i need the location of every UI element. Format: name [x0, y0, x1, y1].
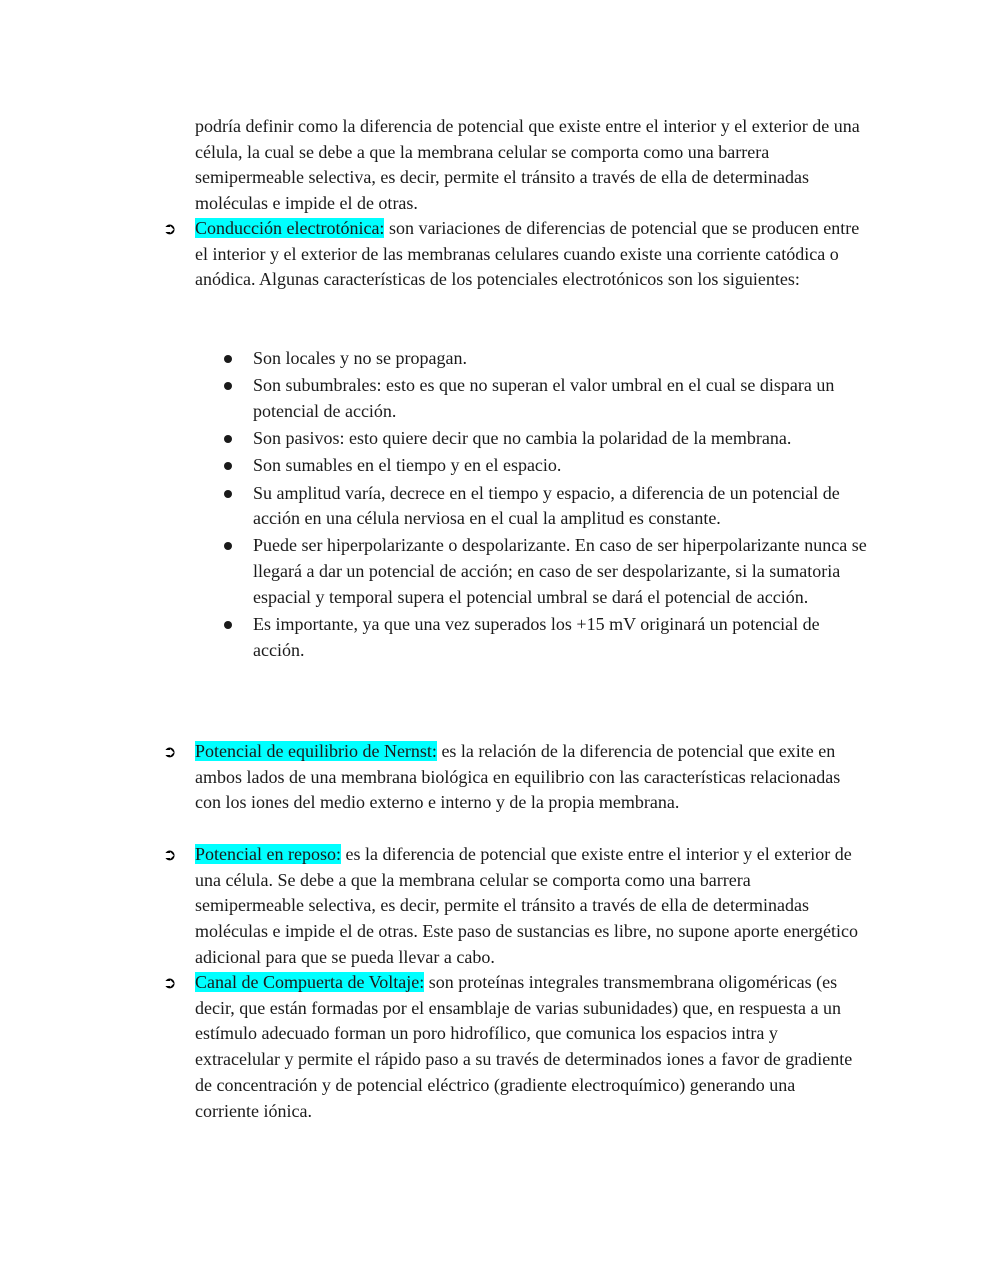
term-highlight: Conducción electrotónica: [195, 218, 385, 238]
bullet-icon [224, 382, 232, 390]
list-item: Son locales y no se propagan. [253, 346, 873, 372]
list-item: Son pasivos: esto quiere decir que no cambia la polaridad de la membrana. [253, 426, 873, 452]
definition-text: son proteínas integrales transmembrana oligoméricas (es decir, que están formadas por el ensamblaje de varias subunidades) que, en respuesta a un estímulo adecuado forman un poro hidrofílico, que comunica los espacios intra y extracelular y permite el rápido paso a su través de determinados iones a favor de gradiente de concentración y de potencial eléctrico (gradiente electroquímico) generando una corriente iónica. [195, 972, 853, 1121]
list-item: Son subumbrales: esto es que no superan el valor umbral en el cual se dispara un potencial de acción. [253, 373, 873, 424]
bullet-icon [224, 490, 232, 498]
arrow-right-icon: ➲ [163, 219, 177, 238]
arrow-right-icon: ➲ [163, 742, 177, 761]
bullet-icon [224, 621, 232, 629]
section-canal-compuerta-voltaje [195, 970, 860, 1124]
characteristics-list [253, 346, 873, 665]
arrow-right-icon: ➲ [163, 973, 177, 992]
section-potencial-reposo [195, 842, 860, 971]
term-highlight: Potencial en reposo: [195, 844, 341, 864]
list-item: Su amplitud varía, decrece en el tiempo y espacio, a diferencia de un potencial de acción en una célula nerviosa en el cual la amplitud es constante. [253, 481, 873, 532]
section-potencial-nernst [195, 739, 860, 816]
list-item: Son sumables en el tiempo y en el espacio. [253, 453, 873, 479]
definition-text: es la relación de la diferencia de potencial que exite en ambos lados de una membrana biológica en equilibrio con las características relacionadas con los iones del medio externo e interno y de la propia membrana. [195, 741, 841, 813]
arrow-right-icon: ➲ [163, 845, 177, 864]
list-item: Puede ser hiperpolarizante o despolarizante. En caso de ser hiperpolarizante nunca se llegará a dar un potencial de acción; en caso de ser despolarizante, si la sumatoria espacial y temporal supera el potencial umbral se dará el potencial de acción. [253, 533, 873, 610]
list-item: Es importante, ya que una vez superados los +15 mV originará un potencial de acción. [253, 612, 873, 663]
intro-paragraph: podría definir como la diferencia de potencial que existe entre el interior y el exterior de una célula, la cual se debe a que la membrana celular se comporta como una barrera semipermeable selectiva, es decir, permite el tránsito a través de ella de determinadas moléculas e impide el de otras. [195, 116, 860, 214]
section-conduccion-electrotonica [195, 216, 860, 293]
bullet-icon [224, 462, 232, 470]
definition-text: son variaciones de diferencias de potencial que se producen entre el interior y el exterior de las membranas celulares cuando existe una corriente catódica o anódica. Algunas características de los potenciales electrotónicos son los siguientes: [195, 218, 860, 290]
bullet-icon [224, 435, 232, 443]
term-highlight: Potencial de equilibrio de Nernst: [195, 741, 437, 761]
bullet-icon [224, 542, 232, 550]
bullet-icon [224, 355, 232, 363]
term-highlight: Canal de Compuerta de Voltaje: [195, 972, 425, 992]
definition-text: es la diferencia de potencial que existe entre el interior y el exterior de una célula. Se debe a que la membrana celular se comporta como una barrera semipermeable selectiva, es decir, permite el tránsito a través de ella de determinadas moléculas e impide el de otras. Este paso de sustancias es libre, no supone aporte energético adicional para que se pueda llevar a cabo. [195, 844, 858, 967]
